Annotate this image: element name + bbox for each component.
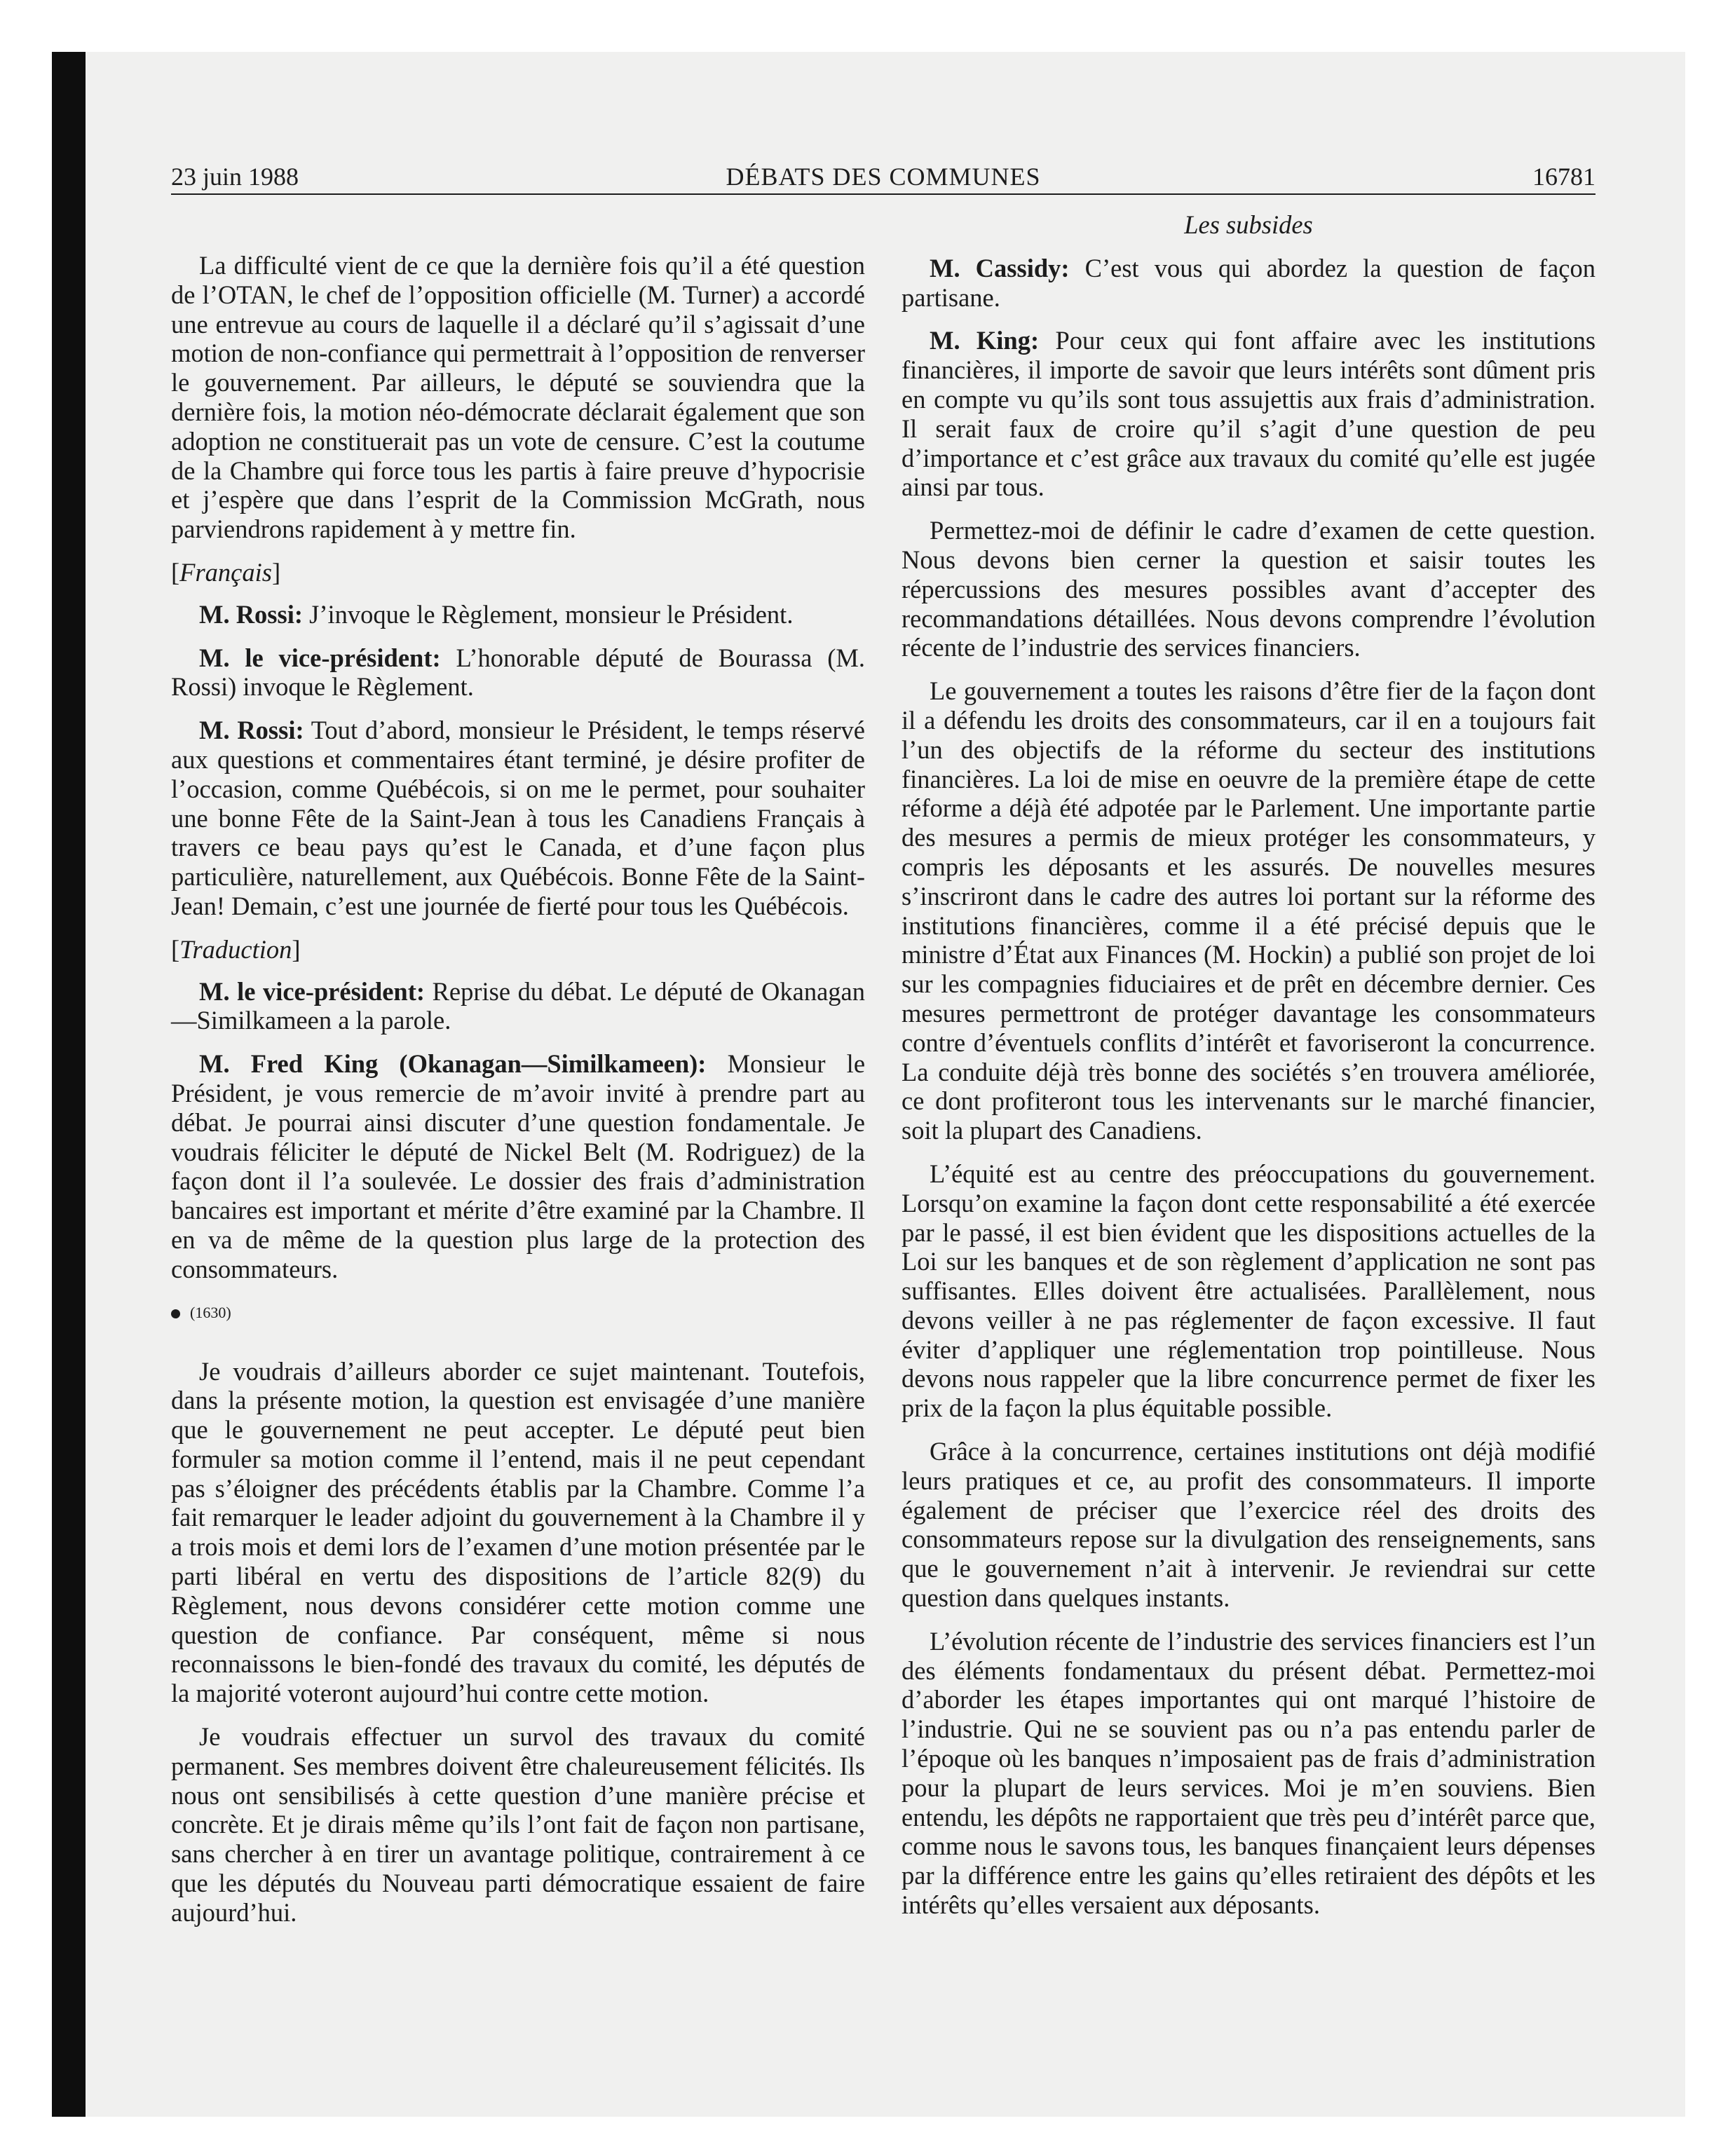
language-marker-francais: [Français] [171, 557, 281, 587]
paragraph-competition: Grâce à la concurrence, certaines institutions ont déjà modifié leurs pratiques et ce, au profit des consommateurs. Il importe également de préciser que l’exercice réel des droits des consommateurs repose sur la divulgation des renseignements, sans que le gouvernement n’ait à intervenir. Je reviendrai sur cette question dans quelques instants. [901, 1437, 1595, 1613]
paragraph-equity: L’équité est au centre des préoccupations du gouvernement. Lorsqu’on examine la façon dont cette responsabilité a été exercée par le passé, il est bien évident que les dispositions actuelles de la Loi sur les banques et de son règlement d’application ne sont pas suffisantes. Elles doivent être actualisées. Parallèlement, nous devons veiller à ne pas réglementer de façon excessive. Il faut éviter d’appliquer une réglementation trop pointilleuse. Nous devons nous rappeler que la libre concurrence permet de fixer les prix de la façon la plus équitable possible. [901, 1159, 1595, 1423]
speech-vice-president-2 [171, 977, 865, 1036]
header-date: 23 juin 1988 [171, 163, 299, 191]
paragraph-framework: Permettez-moi de définir le cadre d’examen de cette question. Nous devons bien cerner la question et saisir toutes les répercussions des mesures possibles avant d’accepter des recommandations détaillées. Nous devons comprendre l’évolution récente de l’industrie des services financiers. [901, 516, 1595, 662]
header-page-number: 16781 [1532, 163, 1595, 191]
speech-cassidy [901, 254, 1595, 313]
speaker-name: M. Rossi: [199, 716, 304, 745]
paragraph-otan: La difficulté vient de ce que la dernière fois qu’il a été question de l’OTAN, le chef de l’opposition officielle (M. Turner) a accordé une entrevue au cours de laquelle il a déclaré qu’il s’agissait d’une motion de non-confiance qui permettrait à l’opposition de renverser le gouvernement. Par ailleurs, le député se souviendra que la dernière fois, la motion néo-démocrate déclarait également que son adoption ne constituerait pas un vote de censure. C’est la coutume de la Chambre qui force tous les partis à faire preuve d’hypocrisie et j’espère que dans l’esprit de la Commission McGrath, nous parviendrons rapidement à y mettre fin. [171, 251, 865, 544]
right-column [901, 210, 1595, 1934]
left-column [171, 251, 865, 1942]
speech-text: C’est vous qui abordez la question de façon partisane. [901, 253, 1596, 312]
speech-text: L’honorable député de Bourassa (M. Rossi) invoque le Règlement. [171, 643, 865, 702]
speech-text: Pour ceux qui font affaire avec les institutions financières, il importe de savoir que leurs intérêts sont dûment pris en compte vu qu’ils sont tous assujettis aux frais d’administration. Il serait faux de croire qu’il s’agit d’une question de peu d’importance et c’est grâce aux travaux du comité qu’elle est jugée ainsi par tous. [901, 326, 1596, 502]
speech-rossi-1 [171, 600, 865, 629]
speaker-name: M. Rossi: [199, 599, 304, 629]
speech-text: Reprise du débat. Le député de Okanagan—Similkameen a la parole. [171, 976, 865, 1035]
speaker-name: M. Cassidy: [930, 253, 1070, 282]
section-subject: Les subsides [1184, 210, 1313, 239]
speech-text: J’invoque le Règlement, monsieur le Président. [309, 599, 794, 629]
speaker-name: M. King: [930, 326, 1040, 355]
speech-king-1 [171, 1049, 865, 1283]
header-title: DÉBATS DES COMMUNES [726, 163, 1041, 191]
speaker-name: M. le vice-président: [199, 643, 441, 672]
paragraph-committee-review: Je voudrais effectuer un survol des travaux du comité permanent. Ses membres doivent être chaleureusement félicités. Ils nous ont sensibilisés à cette question d’une manière précise et concrète. Et je dirais même qu’ils l’ont fait de façon non partisane, sans chercher à en tirer un avantage politique, contrairement à ce que les députés du Nouveau parti démocratique essaient de faire aujourd’hui. [171, 1722, 865, 1927]
paragraph-industry-evolution: L’évolution récente de l’industrie des services financiers est l’un des éléments fondamentaux du présent débat. Permettez-moi d’aborder les étapes importantes qui ont marqué l’histoire de l’industrie. Qui ne se souvient pas ou n’a pas entendu parler de l’époque où les banques n’imposaient pas de frais d’administration pour la plupart de leurs services. Moi je m’en souviens. Bien entendu, les dépôts ne rapportaient que très peu d’intérêt parce que, comme nous le savons tous, les banques finançaient leurs dépenses par la différence entre les gains qu’elles retiraient des dépôts et les intérêts qu’elles versaient aux déposants. [901, 1626, 1595, 1920]
time-marker [171, 1302, 865, 1323]
scan-binding-edge [52, 52, 86, 2117]
header-rule [171, 193, 1595, 195]
page-header [171, 158, 1595, 195]
speech-text: Monsieur le Président, je vous remercie de m’avoir invité à prendre part au débat. Je pourrai ainsi discuter d’une question fondamentale. Je voudrais féliciter le député de Nickel Belt (M. Rodriguez) de la façon dont il l’a soulevée. Le dossier des frais d’administration bancaires est important et mérite d’être examiné par la Chambre. Il en va de même de la question plus large de la protection des consommateurs. [171, 1049, 866, 1283]
language-label: Français [179, 557, 272, 587]
bullet-icon [171, 1309, 180, 1318]
speech-rossi-2 [171, 716, 865, 921]
speech-vice-president-1 [171, 643, 865, 702]
time-marker-label: (1630) [190, 1303, 231, 1321]
language-label: Traduction [179, 934, 292, 964]
paragraph-motion-confidence: Je voudrais d’ailleurs aborder ce sujet maintenant. Toutefois, dans la présente motion, la question est envisagée d’une manière que le gouvernement ne peut accepter. Le député peut bien formuler sa motion comme il l’entend, mais il ne peut cependant pas s’éloigner des précédents établis par la Chambre. Comme l’a fait remarquer le leader adjoint du gouvernement à la Chambre il y a trois mois et demi lors de l’examen d’une motion présentée par le parti libéral en vertu des dispositions de l’article 82(9) du Règlement, nous devons considérer cette motion comme une question de confiance. Par conséquent, même si nous reconnaissons le bien-fondé des travaux du comité, les députés de la majorité voteront aujourd’hui contre cette motion. [171, 1356, 865, 1708]
speech-text: Tout d’abord, monsieur le Président, le temps réservé aux questions et commentaires étant terminé, je désire profiter de l’occasion, comme Québécois, si on me le permet, pour souhaiter une bonne Fête de la Saint-Jean à tous les Canadiens Français à travers ce beau pays qu’est le Canada, et d’une façon plus particulière, naturellement, aux Québécois. Bonne Fête de la Saint-Jean! Demain, c’est une journée de fierté pour tous les Québécois. [171, 716, 866, 920]
speaker-name: M. Fred King (Okanagan—Similkameen): [199, 1049, 707, 1079]
speaker-name: M. le vice-président: [199, 976, 426, 1006]
speech-king-2 [901, 326, 1595, 502]
paragraph-consumer-rights: Le gouvernement a toutes les raisons d’être fier de la façon dont il a défendu les droits des consommateurs, car il en a toujours fait l’un des objectifs de la réforme du secteur des institutions financières. La loi de mise en oeuvre de la première étape de cette réforme a déjà été adpotée par le Parlement. Une importante partie des mesures a permis de mieux protéger les consommateurs, y compris les déposants et les assurés. De nouvelles mesures s’inscriront dans le cadre des autres loi portant sur la réforme des institutions financières, comme il a été précisé depuis que le ministre d’État aux Finances (M. Hockin) a publié son projet de loi sur les compagnies fiduciaires et de prêt en décembre dernier. Ces mesures permettront de protéger davantage les consommateurs contre d’éventuels conflits d’intérêt et favoriseront la concurrence. La conduite déjà très bonne des sociétés s’en trouvera améliorée, ce dont profiteront tous les intervenants sur le marché financier, soit la plupart des Canadiens. [901, 676, 1595, 1145]
language-marker-traduction: [Traduction] [171, 934, 301, 964]
